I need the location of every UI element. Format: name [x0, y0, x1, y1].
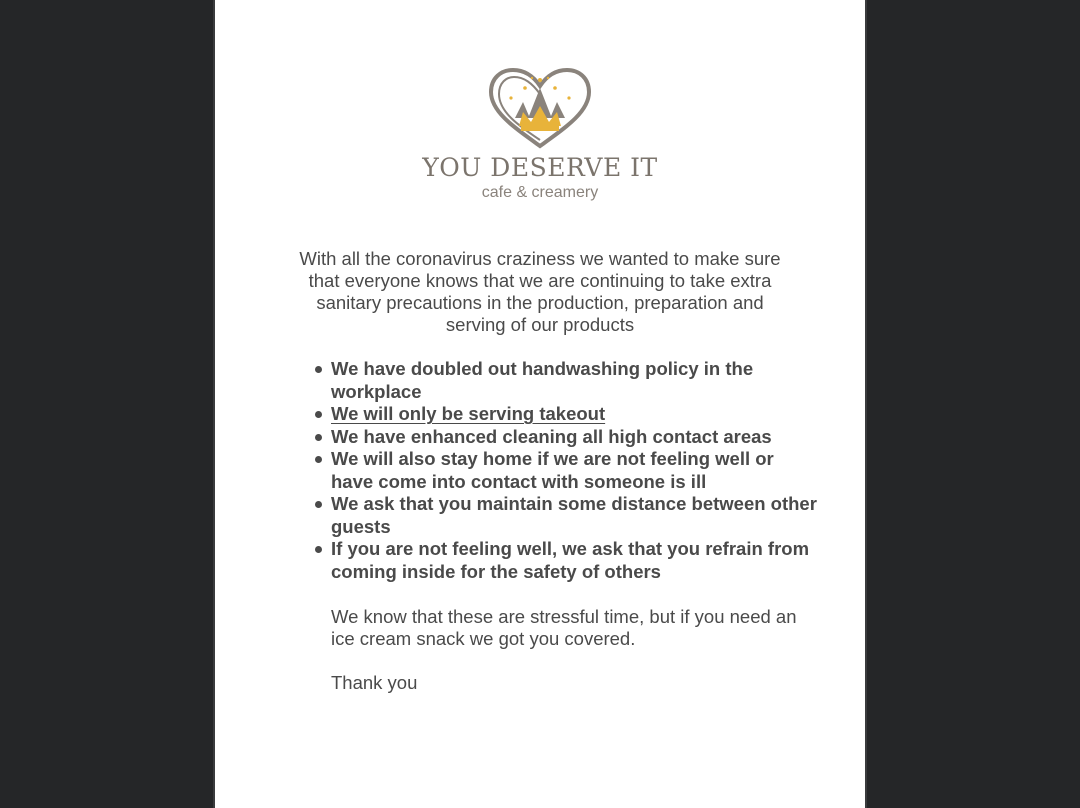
- list-item: We will also stay home if we are not feeling well or have come into contact with someone is ill: [331, 448, 821, 493]
- list-item: We ask that you maintain some distance between other guests: [331, 493, 821, 538]
- list-item: We will only be serving takeout: [331, 403, 821, 426]
- closing-paragraph: We know that these are stressful time, but if you need an ice cream snack we got you covered.: [331, 606, 797, 649]
- list-item: We have doubled out handwashing policy in the workplace: [331, 358, 821, 403]
- signoff: Thank you: [331, 672, 418, 693]
- brand-name: YOU DESERVE IT: [422, 153, 658, 182]
- notice-page: [213, 0, 867, 808]
- precaution-list: [311, 358, 821, 583]
- intro-paragraph: With all the coronavirus craziness we wanted to make sure that everyone knows that we are continuing to take extra sanitary precautions in the production, preparation and serving of our products: [299, 248, 781, 335]
- list-item: If you are not feeling well, we ask that you refrain from coming inside for the safety of others: [331, 538, 821, 583]
- brand-tagline: cafe & creamery: [481, 184, 599, 201]
- brand-logo: [215, 66, 865, 203]
- heart-crown-logo-icon: [485, 66, 595, 150]
- list-item: We have enhanced cleaning all high contact areas: [331, 426, 821, 449]
